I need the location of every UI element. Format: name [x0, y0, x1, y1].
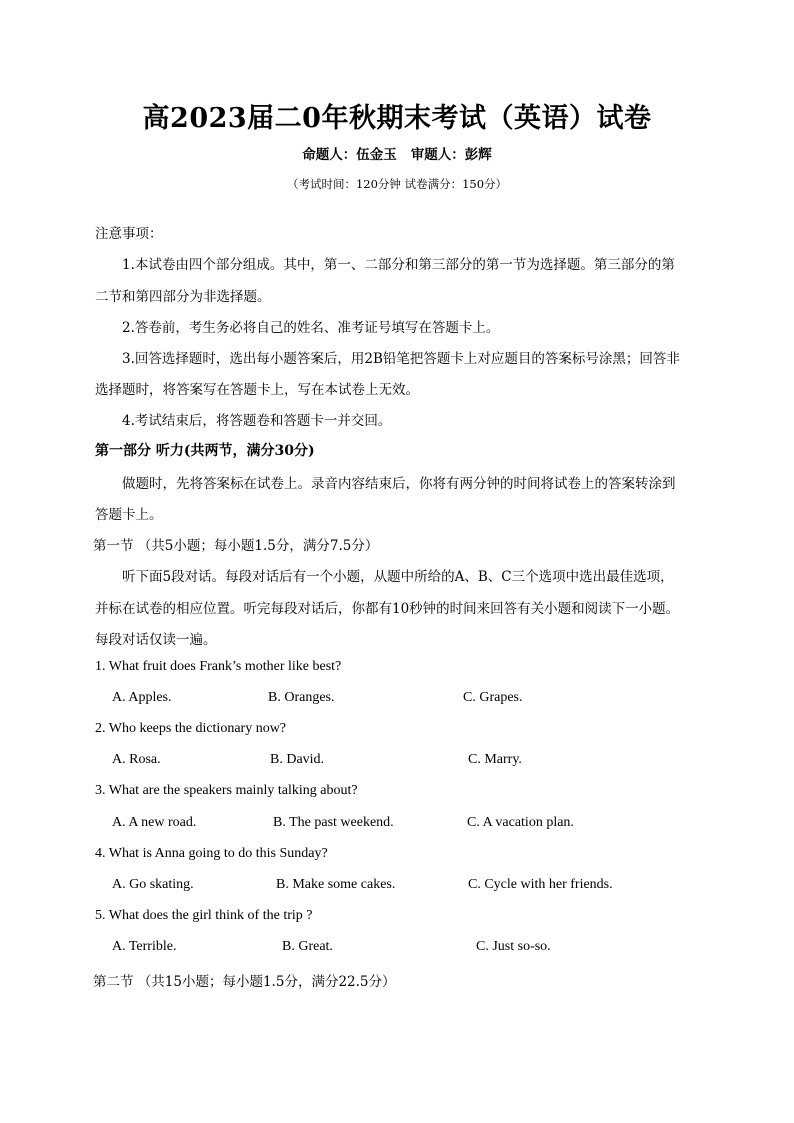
question-text: 1. What fruit does Frank’s mother like best? [95, 659, 342, 674]
question-text: 4. What is Anna going to do this Sunday? [95, 846, 328, 861]
reviewer: 审题人：彭辉 [410, 147, 492, 163]
instruction-line: 并标在试卷的相应位置。听完每段对话后，你都有10秒钟的时间来回答有关小题和阅读下一小题。 [95, 601, 680, 617]
section1-heading: 第一节 （共5小题；每小题1.5分，满分7.5分） [93, 538, 379, 554]
option-b: B. Make some cakes. [276, 877, 396, 892]
author: 命题人：伍金玉 [302, 147, 397, 163]
instruction-line: 做题时，先将答案标在试卷上。录音内容结束后，你将有两分钟的时间将试卷上的答案转涂到 [122, 476, 676, 492]
page-title: 高2023届二0年秋期末考试（英语）试卷 [142, 103, 652, 134]
exam-time-info: （考试时间：120分钟 试卷满分：150分） [286, 177, 508, 191]
part1-heading: 第一部分 听力(共两节，满分30分) [95, 443, 315, 459]
option-b: B. Oranges. [268, 690, 335, 705]
section2-heading: 第二节 （共15小题；每小题1.5分，满分22.5分） [93, 974, 396, 990]
instruction-line: 听下面5段对话。每段对话后有一个小题，从题中所给的A、B、C三个选项中选出最佳选项， [122, 569, 674, 585]
option-c: C. Just so-so. [476, 939, 551, 954]
exam-authors [0, 143, 794, 163]
option-a: A. Apples. [112, 690, 172, 705]
option-b: B. The past weekend. [273, 815, 394, 830]
note-line: 二节和第四部分为非选择题。 [95, 289, 271, 305]
option-c: C. Marry. [468, 752, 522, 767]
note-line: 2.答卷前，考生务必将自己的姓名、准考证号填写在答题卡上。 [122, 320, 500, 336]
note-line: 选择题时，将答案写在答题卡上，写在本试卷上无效。 [95, 382, 419, 398]
note-line: 1.本试卷由四个部分组成。其中，第一、二部分和第三部分的第一节为选择题。第三部分的第 [122, 257, 675, 273]
note-line: 4.考试结束后，将答题卷和答题卡一并交回。 [122, 413, 392, 429]
instruction-line: 每段对话仅读一遍。 [95, 632, 217, 648]
option-a: A. Go skating. [112, 877, 194, 892]
option-a: A. Terrible. [112, 939, 177, 954]
question-text: 2. Who keeps the dictionary now? [95, 721, 287, 736]
option-c: C. Grapes. [463, 690, 523, 705]
question-text: 5. What does the girl think of the trip ? [95, 908, 313, 923]
option-b: B. Great. [282, 939, 333, 954]
option-a: A. A new road. [112, 815, 197, 830]
option-b: B. David. [270, 752, 325, 767]
instruction-line: 答题卡上。 [95, 507, 163, 523]
option-c: C. Cycle with her friends. [468, 877, 613, 892]
option-c: C. A vacation plan. [467, 815, 574, 830]
notes-heading: 注意事项： [95, 226, 163, 242]
option-a: A. Rosa. [112, 752, 161, 767]
question-text: 3. What are the speakers mainly talking about? [95, 783, 358, 798]
note-line: 3.回答选择题时，选出每小题答案后，用2B铅笔把答题卡上对应题目的答案标号涂黑；回答非 [122, 351, 680, 367]
